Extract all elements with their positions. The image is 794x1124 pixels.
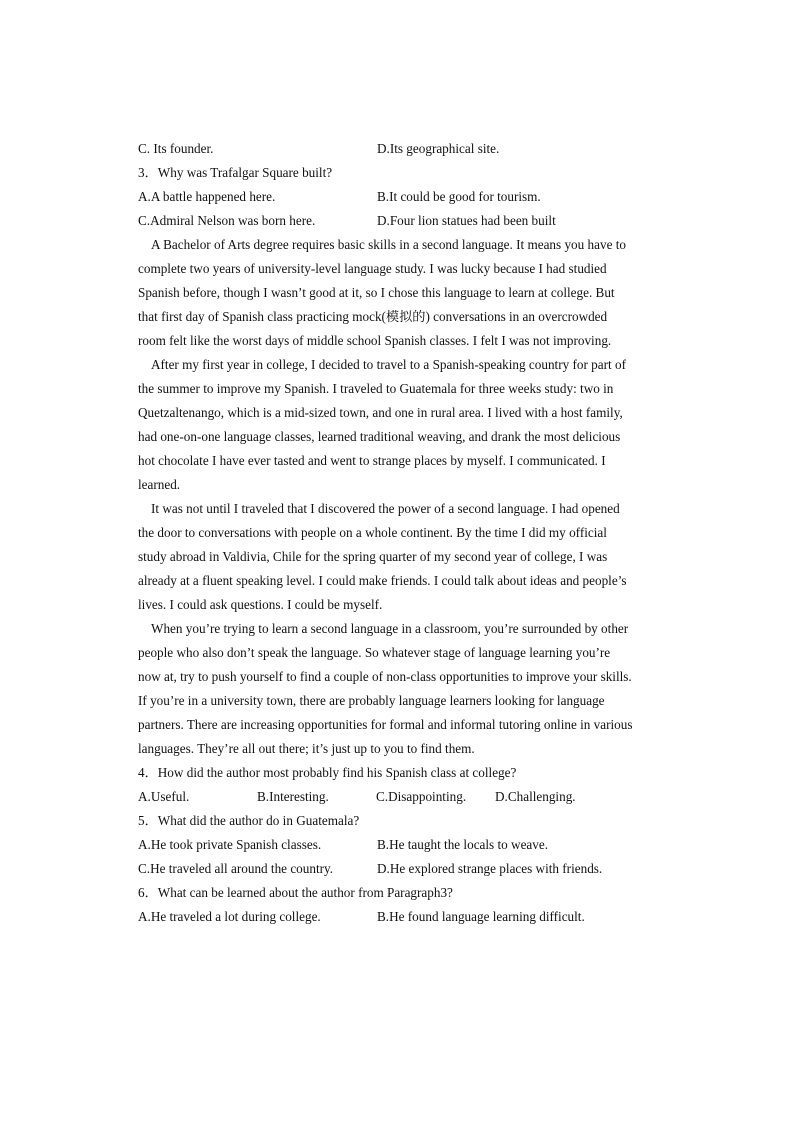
paragraph-line: If you’re in a university town, there are probably language learners looking for language [138, 693, 605, 708]
q3-option-b: B.It could be good for tourism. [377, 189, 541, 204]
paragraph-line: now at, try to push yourself to find a couple of non-class opportunities to improve your skills. [138, 669, 632, 684]
paragraph-line: When you’re trying to learn a second language in a classroom, you’re surrounded by other [151, 621, 629, 636]
paragraph-line: already at a fluent speaking level. I could make friends. I could talk about ideas and people’s [138, 573, 627, 588]
paragraph-line: room felt like the worst days of middle school Spanish classes. I felt I was not improving. [138, 333, 612, 348]
q5-option-a: A.He took private Spanish classes. [138, 837, 322, 852]
paragraph-line: It was not until I traveled that I discovered the power of a second language. I had opened [151, 501, 620, 516]
q2-options-row [138, 137, 678, 161]
q4-options-row [138, 785, 678, 809]
paragraph-line: Spanish before, though I wasn’t good at it, so I chose this language to learn at college. But [138, 285, 615, 300]
q2-option-c: C. Its founder. [138, 141, 214, 156]
passage-paragraph-2 [138, 353, 678, 497]
q3-stem: 3．Why was Trafalgar Square built? [138, 165, 333, 180]
q3-option-c: C.Admiral Nelson was born here. [138, 213, 316, 228]
q4-option-d: D.Challenging. [495, 789, 576, 804]
q5-options-row-2 [138, 857, 678, 881]
q2-option-d: D.Its geographical site. [377, 141, 500, 156]
paragraph-line: partners. There are increasing opportunities for formal and informal tutoring online in various [138, 717, 633, 732]
q3-options-row-2 [138, 209, 678, 233]
paragraph-line: hot chocolate I have ever tasted and went to strange places by myself. I communicated. I [138, 453, 606, 468]
q6-option-b: B.He found language learning difficult. [377, 909, 585, 924]
paragraph-line: the door to conversations with people on a whole continent. By the time I did my official [138, 525, 607, 540]
q6-options-row [138, 905, 678, 929]
q4-option-a: A.Useful. [138, 789, 190, 804]
q5-option-c: C.He traveled all around the country. [138, 861, 334, 876]
paragraph-line: that first day of Spanish class practicing mock(模拟的) conversations in an overcrowded [138, 309, 608, 324]
paragraph-line: A Bachelor of Arts degree requires basic skills in a second language. It means you have to [151, 237, 626, 252]
q4-stem: 4．How did the author most probably find his Spanish class at college? [138, 765, 517, 780]
q3-option-a: A.A battle happened here. [138, 189, 276, 204]
q6-option-a: A.He traveled a lot during college. [138, 909, 321, 924]
paragraph-line: learned. [138, 477, 181, 492]
q4-option-b: B.Interesting. [257, 789, 329, 804]
paragraph-line: the summer to improve my Spanish. I traveled to Guatemala for three weeks study: two in [138, 381, 614, 396]
passage-paragraph-3 [138, 497, 678, 617]
q4-option-c: C.Disappointing. [376, 789, 467, 804]
q5-stem: 5．What did the author do in Guatemala? [138, 813, 360, 828]
passage-paragraph-4 [138, 617, 678, 761]
paragraph-line: people who also don’t speak the language. So whatever stage of language learning you’re [138, 645, 611, 660]
paragraph-line: Quetzaltenango, which is a mid-sized town, and one in rural area. I lived with a host family, [138, 405, 623, 420]
q5-option-d: D.He explored strange places with friends. [377, 861, 603, 876]
document-content [138, 137, 678, 929]
q3-option-d: D.Four lion statues had been built [377, 213, 556, 228]
q6-stem: 6．What can be learned about the author from Paragraph3? [138, 885, 453, 900]
q5-options-row-1 [138, 833, 678, 857]
q5-option-b: B.He taught the locals to weave. [377, 837, 549, 852]
paragraph-line: study abroad in Valdivia, Chile for the spring quarter of my second year of college, I was [138, 549, 608, 564]
paragraph-line: complete two years of university-level language study. I was lucky because I had studied [138, 261, 607, 276]
paragraph-line: lives. I could ask questions. I could be myself. [138, 597, 383, 612]
passage-paragraph-1 [138, 233, 678, 353]
paragraph-line: languages. They’re all out there; it’s just up to you to find them. [138, 741, 475, 756]
q3-options-row-1 [138, 185, 678, 209]
paragraph-line: After my first year in college, I decided to travel to a Spanish-speaking country for part of [151, 357, 626, 372]
paragraph-line: had one-on-one language classes, learned traditional weaving, and drank the most delicious [138, 429, 621, 444]
